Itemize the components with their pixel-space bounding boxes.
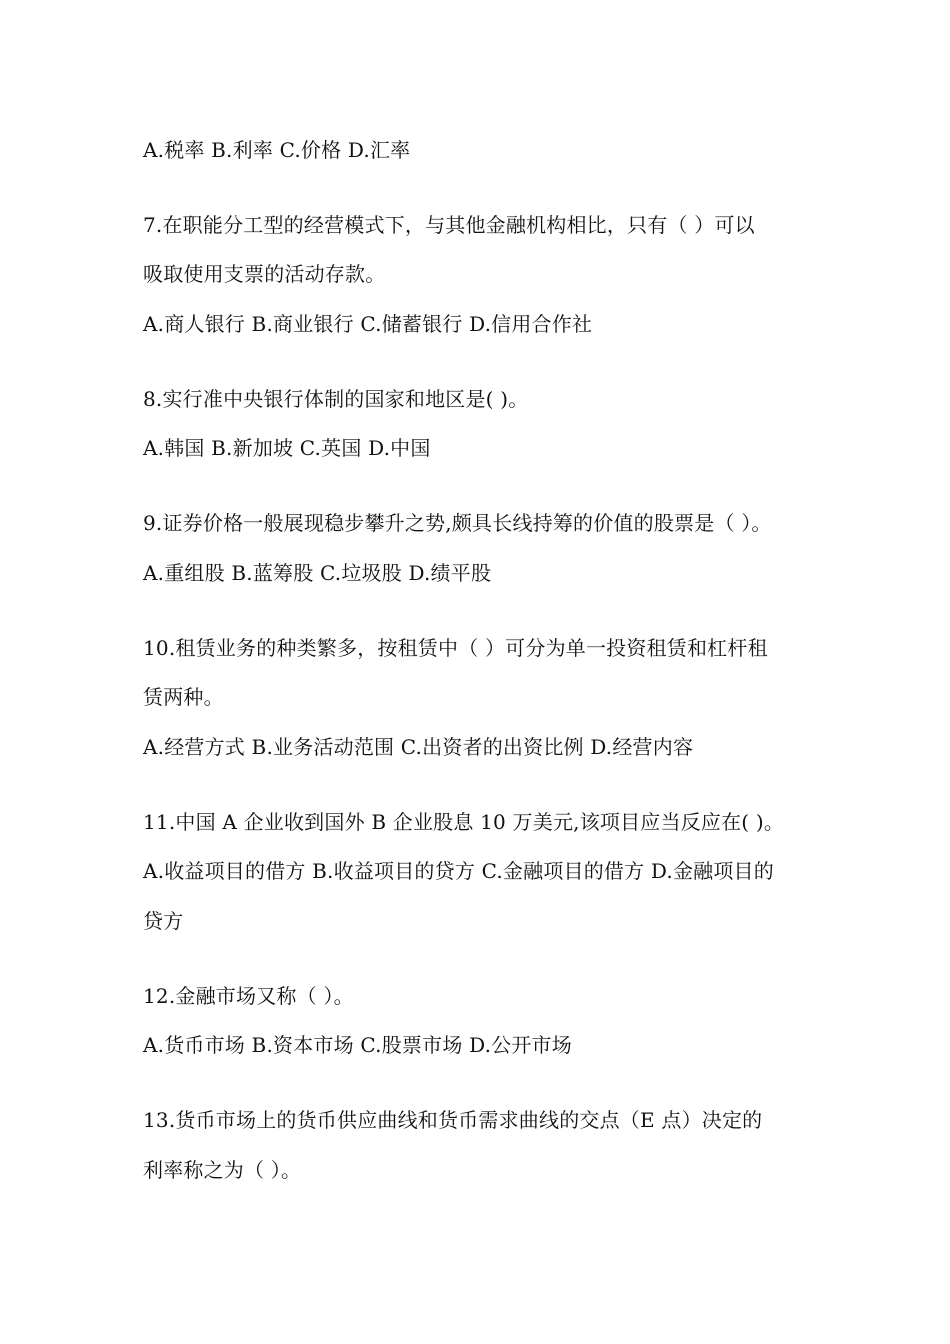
q7-stem-line1: 7.在职能分工型的经营模式下，与其他金融机构相比，只有（ ）可以 — [143, 213, 755, 237]
q12-options: A.货币市场 B.资本市场 C.股票市场 D.公开市场 — [143, 1033, 572, 1057]
q11-stem: 11.中国 A 企业收到国外 B 企业股息 10 万美元,该项目应当反应在( )。 — [143, 810, 785, 834]
q11-options-line2: 贷方 — [143, 909, 184, 933]
q8-options: A.韩国 B.新加坡 C.英国 D.中国 — [143, 436, 431, 460]
q13-stem-line1: 13.货币市场上的货币供应曲线和货币需求曲线的交点（E 点）决定的 — [143, 1108, 763, 1132]
q11-options-line1: A.收益项目的借方 B.收益项目的贷方 C.金融项目的借方 D.金融项目的 — [143, 859, 774, 883]
q6-options: A.税率 B.利率 C.价格 D.汇率 — [143, 138, 411, 162]
q8-stem: 8.实行准中央银行体制的国家和地区是( )。 — [143, 387, 529, 411]
q13-stem-line2: 利率称之为（ ）。 — [143, 1158, 302, 1182]
q9-options: A.重组股 B.蓝筹股 C.垃圾股 D.绩平股 — [143, 561, 492, 585]
q7-options: A.商人银行 B.商业银行 C.储蓄银行 D.信用合作社 — [143, 312, 593, 336]
q9-stem: 9.证券价格一般展现稳步攀升之势,颇具长线持筹的价值的股票是（ ）。 — [143, 511, 772, 535]
q12-stem: 12.金融市场又称（ ）。 — [143, 984, 354, 1008]
q10-stem-line1: 10.租赁业务的种类繁多，按租赁中（ ）可分为单一投资租赁和杠杆租 — [143, 636, 768, 660]
q7-stem-line2: 吸取使用支票的活动存款。 — [143, 262, 386, 286]
q10-options: A.经营方式 B.业务活动范围 C.出资者的出资比例 D.经营内容 — [143, 735, 694, 759]
q10-stem-line2: 赁两种。 — [143, 685, 224, 709]
